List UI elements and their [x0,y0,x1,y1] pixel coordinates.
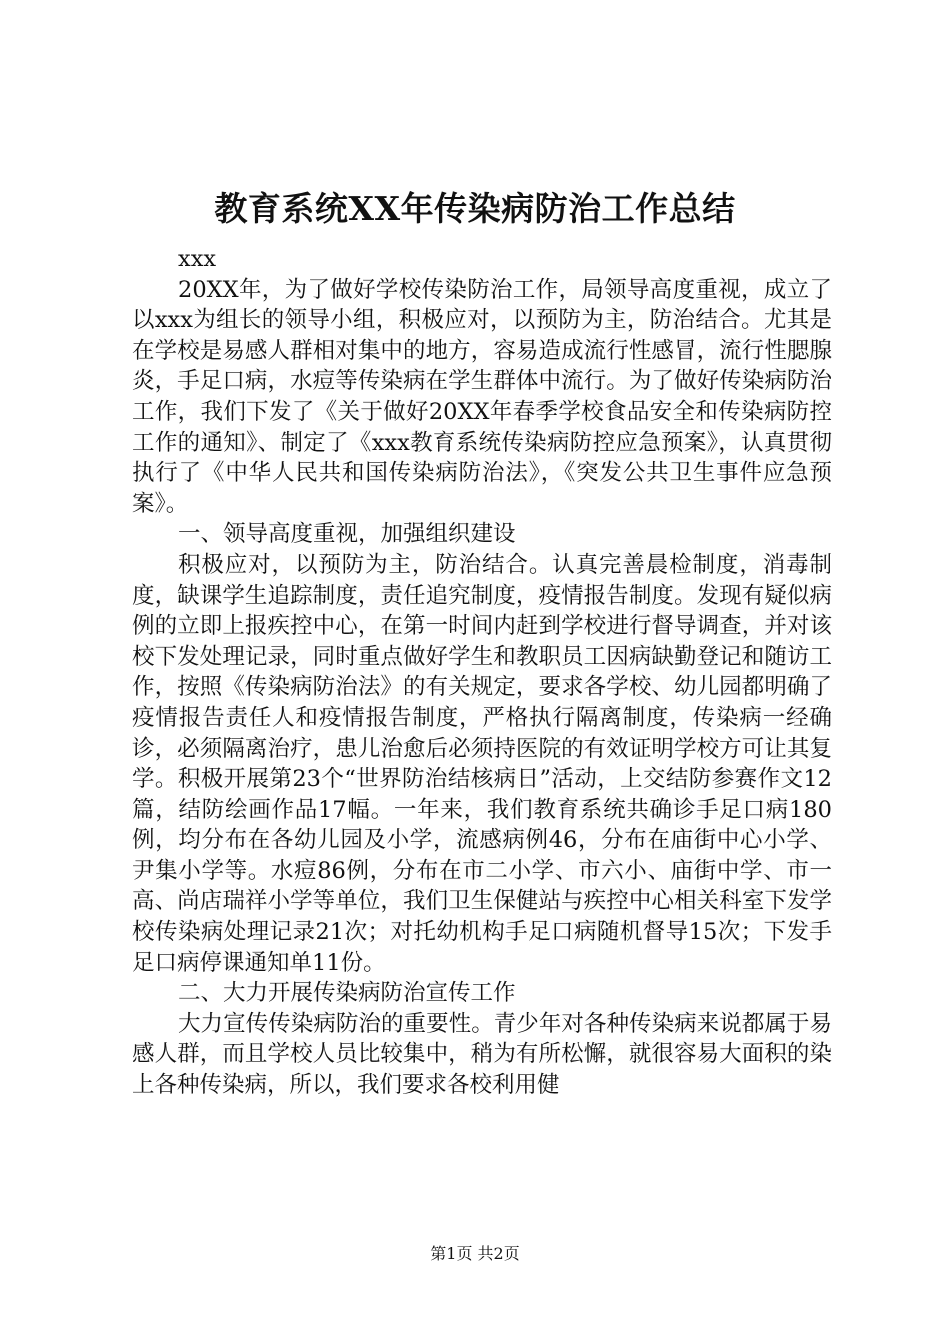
author-line: xxx [178,246,217,272]
section-heading-2: 二、大力开展传染病防治宣传工作 [178,980,516,1007]
section-heading-1: 一、领导高度重视，加强组织建设 [178,521,516,548]
paragraph-section-2: 大力宣传传染病防治的重要性。青少年对各种传染病来说都属于易感人群，而且学校人员比较集中，稍为有所松懈，就很容易大面积的染上各种传染病，所以，我们要求各校利用健 [132,1010,832,1099]
paragraph-section-1: 积极应对，以预防为主，防治结合。认真完善晨检制度，消毒制度，缺课学生追踪制度，责任追究制度，疫情报告制度。发现有疑似病例的立即上报疾控中心，在第一时间内赶到学校进行督导调查，并对该校下发处理记录，同时重点做好学生和教职员工因病缺勤登记和随访工作，按照《传染病防治法》的有关规定，要求各学校、幼儿园都明确了疫情报告责任人和疫情报告制度，严格执行隔离制度，传染病一经确诊，必须隔离治疗，患儿治愈后必须持医院的有效证明学校方可让其复学。积极开展第23个“世界防治结核病日”活动，上交结防参赛作文12篇，结防绘画作品17幅。一年来，我们教育系统共确诊手足口病180例，均分布在各幼儿园及小学，流感病例46，分布在庙街中心小学、尹集小学等。水痘86例，分布在市二小学、市六小、庙街中学、市一高、尚店瑞祥小学等单位，我们卫生保健站与疾控中心相关科室下发学校传染病处理记录21次；对托幼机构手足口病随机督导15次；下发手足口病停课通知单11份。 [132,551,832,976]
document-title: 教育系统XX年传染病防治工作总结 [214,189,736,228]
paragraph-intro: 20XX年，为了做好学校传染防治工作，局领导高度重视，成立了以xxx为组长的领导小组，积极应对，以预防为主，防治结合。尤其是在学校是易感人群相对集中的地方，容易造成流行性感冒，流行性腮腺炎，手足口病，水痘等传染病在学生群体中流行。为了做好传染病防治工作，我们下发了《关于做好20XX年春季学校食品安全和传染病防控工作的通知》、制定了《xxx教育系统传染病防控应急预案》，认真贯彻执行了《中华人民共和国传染病防治法》，《突发公共卫生事件应急预案》。 [132,276,832,517]
page-footer: 第1页 共2页 [430,1244,520,1263]
document-body [132,244,832,1101]
